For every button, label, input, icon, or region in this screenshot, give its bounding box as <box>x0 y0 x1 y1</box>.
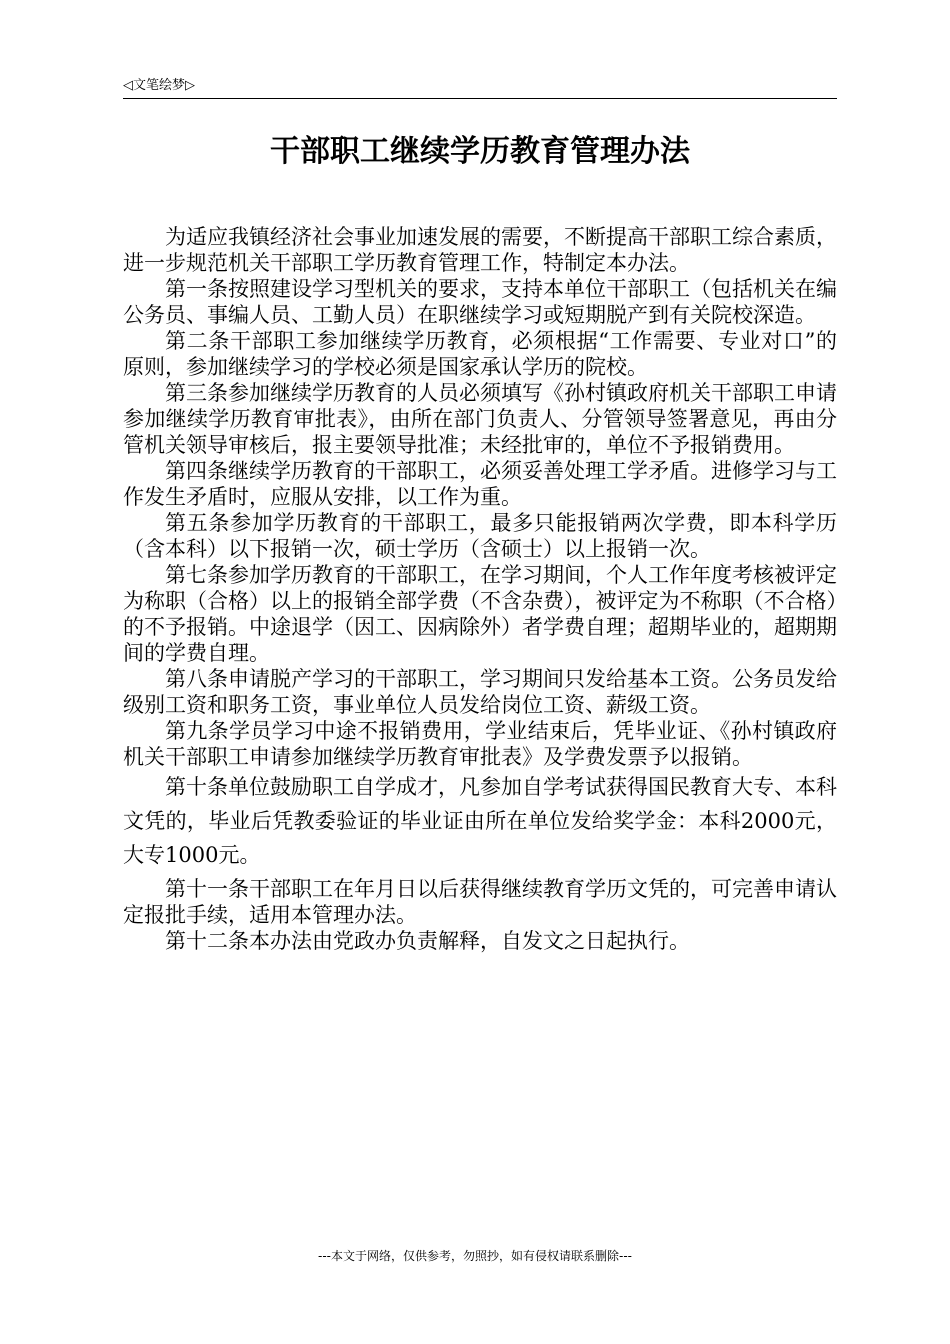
document-body <box>123 224 837 954</box>
paragraph-article-3: 第三条参加继续学历教育的人员必须填写《孙村镇政府机关干部职工申请参加继续学历教育审批表》，由所在部门负责人、分管领导签署意见，再由分管机关领导审核后，报主要领导批准；未经批审的，单位不予报销费用。 <box>123 381 837 457</box>
paragraph-article-10: 第十条单位鼓励职工自学成才，凡参加自学考试获得国民教育大专、本科文凭的，毕业后凭教委验证的毕业证由所在单位发给奖学金：本科2000元，大专1000元。 <box>123 775 837 867</box>
page-header <box>123 76 837 99</box>
paragraph-article-2: 第二条干部职工参加继续学历教育，必须根据“工作需要、专业对口”的原则，参加继续学习的学校必须是国家承认学历的院校。 <box>123 329 837 379</box>
header-label: 文笔绘梦 <box>133 78 186 93</box>
paragraph-intro: 为适应我镇经济社会事业加速发展的需要，不断提高干部职工综合素质，进一步规范机关干部职工学历教育管理工作，特制定本办法。 <box>123 225 837 275</box>
paragraph-article-4: 第四条继续学历教育的干部职工，必须妥善处理工学矛盾。进修学习与工作发生矛盾时，应服从安排，以工作为重。 <box>123 459 837 509</box>
paragraph-article-9: 第九条学员学习中途不报销费用，学业结束后，凭毕业证、《孙村镇政府机关干部职工申请参加继续学历教育审批表》及学费发票予以报销。 <box>123 719 837 769</box>
right-triangle-icon: ▷ <box>185 78 196 93</box>
paragraph-article-7: 第七条参加学历教育的干部职工，在学习期间，个人工作年度考核被评定为称职（合格）以上的报销全部学费（不含杂费），被评定为不称职（不合格）的不予报销。中途退学（因工、因病除外）者学费自理；超期毕业的，超期期间的学费自理。 <box>123 563 837 665</box>
paragraph-article-12: 第十二条本办法由党政办负责解释，自发文之日起执行。 <box>165 929 690 953</box>
page-footer: ---本文于网络，仅供参考，勿照抄，如有侵权请联系删除--- <box>318 1249 632 1263</box>
paragraph-article-11: 第十一条干部职工在年月日以后获得继续教育学历文凭的，可完善申请认定报批手续，适用本管理办法。 <box>123 877 837 927</box>
paragraph-article-8: 第八条申请脱产学习的干部职工，学习期间只发给基本工资。公务员发给级别工资和职务工资，事业单位人员发给岗位工资、薪级工资。 <box>123 667 837 717</box>
left-triangle-icon: ◁ <box>123 78 133 93</box>
document-title: 干部职工继续学历教育管理办法 <box>270 134 690 169</box>
paragraph-article-1: 第一条按照建设学习型机关的要求，支持本单位干部职工（包括机关在编公务员、事编人员、工勤人员）在职继续学习或短期脱产到有关院校深造。 <box>123 277 837 327</box>
paragraph-article-5: 第五条参加学历教育的干部职工，最多只能报销两次学费，即本科学历（含本科）以下报销一次，硕士学历（含硕士）以上报销一次。 <box>123 511 837 561</box>
